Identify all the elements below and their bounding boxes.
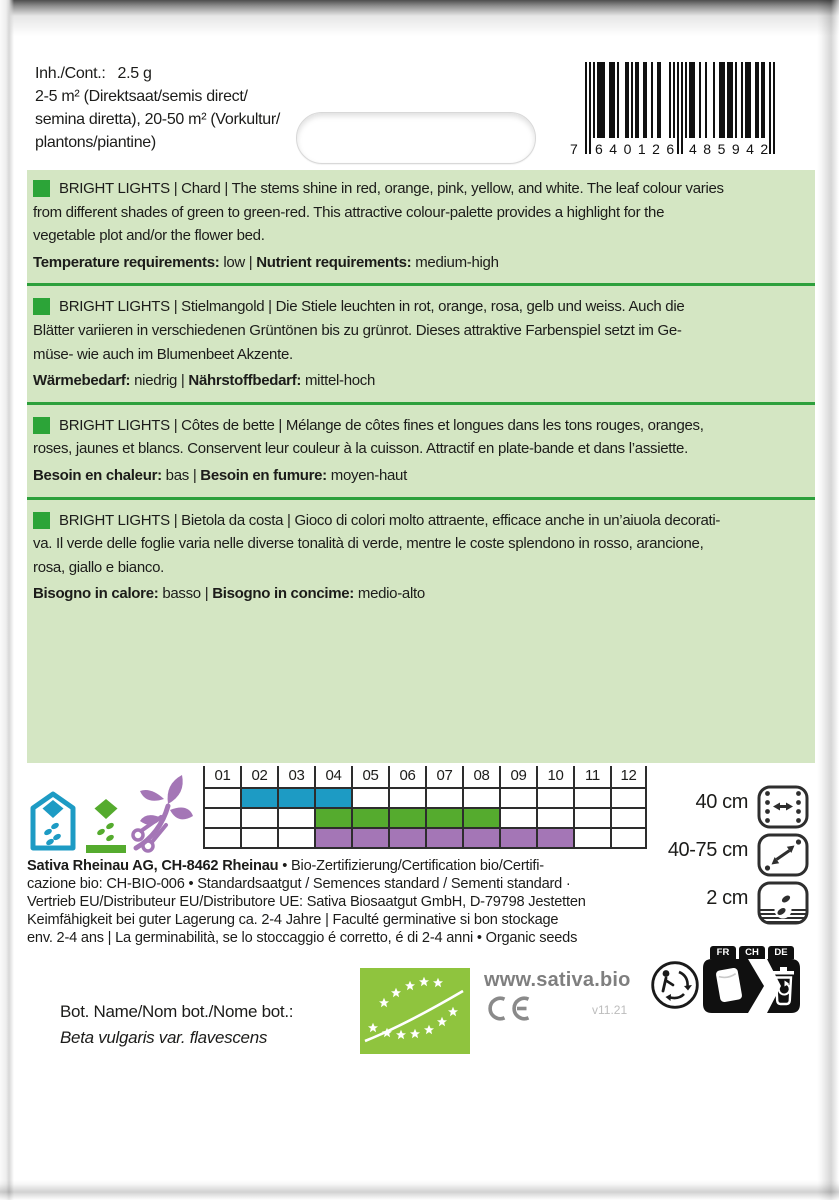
barcode-bar <box>673 62 675 138</box>
description-block-en <box>33 177 809 274</box>
calendar-cell <box>573 829 610 847</box>
calendar-cell <box>573 809 610 827</box>
packet-top-edge <box>0 0 839 36</box>
green-square-bullet <box>33 512 50 529</box>
green-square-bullet <box>33 298 50 315</box>
description-text-it <box>33 509 809 580</box>
requirements-line-en: Temperature requirements: low | Nutrient requirements: medium-high <box>33 253 499 271</box>
calendar-cell <box>425 809 462 827</box>
country-tab-de: DE <box>768 946 794 959</box>
requirements-line-fr: Besoin en chaleur: bas | Besoin en fumure: moyen-haut <box>33 466 407 484</box>
calendar-cell <box>536 829 573 847</box>
calendar-month-label: 06 <box>388 766 425 787</box>
barcode-bar <box>631 62 633 138</box>
barcode-bar <box>681 62 683 154</box>
barcode-bar <box>617 62 619 138</box>
green-square-bullet <box>33 180 50 197</box>
description-block-de <box>33 295 809 392</box>
packet-right-edge <box>817 0 839 1200</box>
plant-spacing-label: 40 cm <box>695 791 748 813</box>
description-text-fr <box>33 414 809 461</box>
calendar-cell <box>388 789 425 807</box>
barcode-bar <box>731 62 733 138</box>
content-quantity-block <box>35 62 335 154</box>
calendar-month-label: 01 <box>203 766 240 787</box>
description-text-en <box>33 177 809 248</box>
barcode-bar <box>659 62 661 138</box>
barcode-right-digits: 485942 <box>689 141 775 157</box>
barcode-bar <box>735 62 737 138</box>
calendar-cell <box>314 789 351 807</box>
text-line: BRIGHT LIGHTS | Côtes de bette | Mélange de côtes fines et longues dans les tons rouges, oranges, <box>59 416 704 434</box>
packet-left-edge <box>0 0 14 1200</box>
calendar-cell <box>536 809 573 827</box>
barcode-bar <box>589 62 591 154</box>
requirements-line-de: Wärmebedarf: niedrig | Nährstoffbedarf: mittel-hoch <box>33 372 376 390</box>
calendar-cell <box>240 789 277 807</box>
barcode-bar <box>651 62 653 138</box>
calendar-cell <box>203 829 240 847</box>
triman-recycling-icon <box>650 960 700 1010</box>
barcode-bar <box>593 62 595 138</box>
row-spacing-icon <box>757 833 809 877</box>
barcode-bar <box>741 62 743 138</box>
text-line: from different shades of green to green-red. This attractive colour-palette provides a highlight for the <box>33 203 665 221</box>
calendar-month-label: 12 <box>610 766 647 787</box>
calendar-cell <box>462 789 499 807</box>
barcode-bar <box>693 62 695 138</box>
description-block-it <box>33 509 809 606</box>
country-tab-ch: CH <box>739 946 765 959</box>
calendar-cell <box>351 809 388 827</box>
text-line: BRIGHT LIGHTS | Chard | The stems shine in red, orange, pink, yellow, and white. The leaf colour varies <box>59 180 724 197</box>
text-line: BRIGHT LIGHTS | Stielmangold | Die Stiele leuchten in rot, orange, rosa, gelb und weiss. Auch die <box>59 298 685 316</box>
calendar-cell <box>499 809 536 827</box>
calendar-cell <box>203 789 240 807</box>
calendar-cell <box>536 789 573 807</box>
barcode-bar <box>627 62 629 138</box>
calendar-cell <box>351 789 388 807</box>
calendar-cell <box>462 829 499 847</box>
plant-spacing-icon <box>757 785 809 829</box>
calendar-month-label: 04 <box>314 766 351 787</box>
calendar-month-label: 10 <box>536 766 573 787</box>
calendar-cell <box>203 809 240 827</box>
calendar-cell <box>277 789 314 807</box>
calendar-month-label: 09 <box>499 766 536 787</box>
calendar-row-harvest <box>203 827 647 849</box>
calendar-cell <box>425 829 462 847</box>
calendar-cell <box>425 789 462 807</box>
hang-hole-cutout <box>296 112 536 164</box>
text-line: müse- wie auch im Blumenbeet Akzente. <box>33 345 293 363</box>
legal-text <box>27 858 652 948</box>
calendar-cell <box>351 829 388 847</box>
calendar-month-label: 02 <box>240 766 277 787</box>
calendar-month-label: 08 <box>462 766 499 787</box>
botanical-name: Beta vulgaris var. flavescens <box>60 1028 268 1047</box>
calendar-cell <box>240 829 277 847</box>
recycling-badge-graphic <box>703 959 800 1013</box>
requirements-line-it: Bisogno in calore: basso | Bisogno in concime: medio-alto <box>33 585 425 603</box>
greenhouse-sowing-icon <box>30 791 76 851</box>
barcode-bar <box>603 62 605 138</box>
version-number: v11.21 <box>592 1003 628 1017</box>
text-line: 2-5 m² (Direktsaat/semis direct/ <box>35 88 248 105</box>
calendar-cell <box>388 829 425 847</box>
green-square-bullet <box>33 417 50 434</box>
row-spacing-label: 40-75 cm <box>667 839 748 861</box>
calendar-cell <box>462 809 499 827</box>
barcode-bar <box>757 62 759 138</box>
botanical-name-label: Bot. Name/Nom bot./Nome bot.: <box>60 1002 294 1021</box>
calendar-cell <box>573 789 610 807</box>
description-block-fr <box>33 414 809 488</box>
legal-line: env. 2-4 ans | La germinabilità, se lo stoccaggio é corretto, é di 2-4 anni • Organic seeds <box>27 929 578 946</box>
calendar-cell <box>314 829 351 847</box>
barcode-bar <box>749 62 751 138</box>
barcode-bar <box>637 62 639 138</box>
calendar-month-label: 03 <box>277 766 314 787</box>
content-label: Inh./Cont.: <box>35 65 106 82</box>
text-line: va. Il verde delle foglie varia nelle diverse tonalità di verde, mentre le coste splendono in rosso, arancione, <box>33 535 704 553</box>
recycling-country-tabs <box>703 946 800 959</box>
legal-line: Keimfähigkeit bei guter Lagerung ca. 2-4 Jahre | Faculté germinative si bon stockage <box>27 911 559 928</box>
calendar-month-row <box>203 766 647 787</box>
calendar-cell <box>388 809 425 827</box>
calendar-cell <box>314 809 351 827</box>
calendar-cell <box>240 809 277 827</box>
sowing-depth-label: 2 cm <box>706 887 748 909</box>
barcode-bar <box>685 62 687 138</box>
content-amount: 2.5 g <box>117 65 152 82</box>
barcode-bar <box>723 62 725 138</box>
coverage-area-lines <box>35 85 335 154</box>
text-line: vegetable plot and/or the flower bed. <box>33 227 265 245</box>
content-amount-line <box>35 62 335 85</box>
description-text-de <box>33 295 809 366</box>
text-line: BRIGHT LIGHTS | Bietola da costa | Gioco di colori molto attraente, efficace anche in un’aiuola decorati- <box>59 511 721 529</box>
description-panel <box>27 170 815 763</box>
barcode-bar <box>669 62 671 138</box>
calendar-grid <box>203 787 647 849</box>
calendar-month-label: 07 <box>425 766 462 787</box>
separator-line <box>27 497 815 500</box>
barcode-left-digits: 640126 <box>595 141 681 157</box>
barcode-bar <box>713 62 715 138</box>
calendar-month-label: 05 <box>351 766 388 787</box>
recycling-badge <box>703 946 800 1013</box>
calendar-cell <box>499 829 536 847</box>
separator-line <box>27 283 815 286</box>
calendar-row-direct-sowing <box>203 807 647 827</box>
direct-sowing-icon <box>86 797 126 853</box>
barcode-lead-digit: 7 <box>570 141 578 157</box>
website-url: www.sativa.bio <box>484 969 631 991</box>
barcode-bar <box>645 62 647 138</box>
calendar-cell <box>277 829 314 847</box>
separator-line <box>27 402 815 405</box>
text-line: Blätter variieren in verschiedenen Grüntönen bis zu grünrot. Dieses attraktive Farbenspiel setzt im Ge- <box>33 321 682 339</box>
calendar-cell <box>499 789 536 807</box>
calendar-month-label: 11 <box>573 766 610 787</box>
barcode-bar <box>613 62 615 138</box>
legal-line: Vertrieb EU/Distributeur EU/Distributore UE: Sativa Biosaatgut GmbH, D-79798 Jestetten <box>27 893 586 910</box>
calendar-cell <box>277 809 314 827</box>
legal-line: Sativa Rheinau AG, CH-8462 Rheinau • Bio-Zertifizierung/Certification bio/Certifi- <box>27 858 544 874</box>
barcode-bar <box>763 62 765 138</box>
packet-bottom-edge <box>0 1180 839 1200</box>
ce-mark-icon <box>483 995 531 1022</box>
sowing-depth-icon <box>757 881 809 925</box>
legal-line: cazione bio: CH-BIO-006 • Standardsaatgut / Semences standard / Sementi standard · <box>27 875 571 892</box>
barcode-bar <box>699 62 701 138</box>
text-line: roses, jaunes et blancs. Conservent leur couleur à la cuisson. Attractif en plate-bande et dans l’assiette. <box>33 440 688 458</box>
country-tab-fr: FR <box>710 946 736 959</box>
eu-organic-logo <box>360 968 470 1054</box>
barcode-bar <box>585 62 587 154</box>
barcode-bar <box>705 62 707 138</box>
text-line: plantons/piantine) <box>35 134 156 151</box>
harvest-icon <box>128 772 196 856</box>
text-line: semina diretta), 20-50 m² (Vorkultur/ <box>35 111 280 128</box>
sowing-calendar-table <box>203 766 647 849</box>
text-line: rosa, giallo e bianco. <box>33 558 164 576</box>
ean-barcode <box>570 62 775 160</box>
calendar-row-greenhouse-sowing <box>203 787 647 807</box>
